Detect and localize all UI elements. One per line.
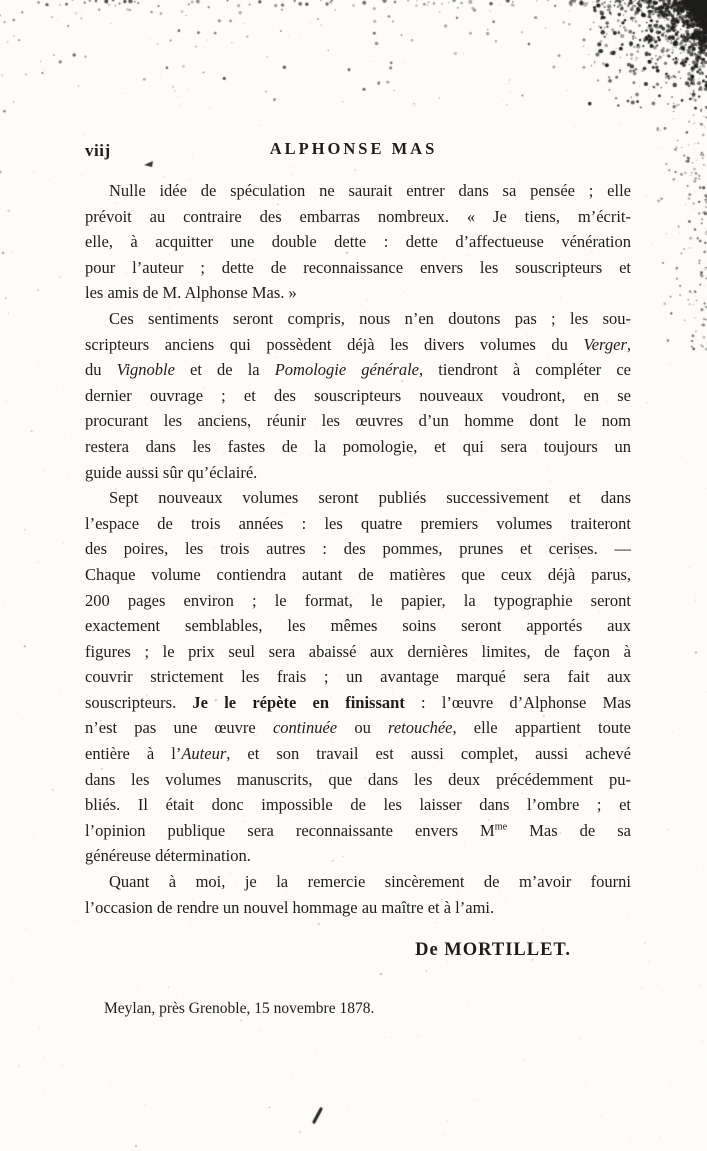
body-line: dernier ouvrage ; et des souscripteurs nouveaux voudront, en se [85,385,631,405]
body-line: procurant les anciens, réunir les œuvres d’un homme dont le nom [85,411,631,431]
body-line: les amis de M. Alphonse Mas. » [85,283,297,303]
dateline: Meylan, près Grenoble, 15 novembre 1878. [104,1000,375,1017]
body-line: elle, à acquitter une double dette : dette d’affectueuse vénération [85,232,631,252]
body-line: souscripteurs. Je le répète en finissant : l’œuvre d’Alphonse Mas [85,692,631,712]
body-line: l’espace de trois années : les quatre premiers volumes traiteront [85,513,631,533]
body-line: des poires, les trois autres : des pommes, prunes et cerises. — [85,539,631,559]
page-number: viij [85,141,111,160]
body-line: exactement semblables, les mêmes soins seront apportés aux [85,616,631,636]
body-line: couvrir strictement les frais ; un avantage marqué sera fait aux [85,667,631,687]
body-text [85,178,631,920]
body-line: Chaque volume contiendra autant de matières que ceux déjà parus, [85,564,631,584]
body-line: 200 pages environ ; le format, le papier, la typographie seront [85,590,631,610]
page-header [0,139,707,159]
paragraph [85,485,631,869]
body-line: figures ; le prix seul sera abaissé aux dernières limites, de façon à [85,641,631,661]
paragraph [85,178,631,306]
body-line: entière à l’Auteur, et son travail est aussi complet, aussi achevé [85,744,631,764]
body-line: Ces sentiments seront compris, nous n’en doutons pas ; les sou- [109,308,631,328]
body-line: généreuse détermination. [85,846,251,866]
body-line: restera dans les fastes de la pomologie, et qui sera toujours un [85,436,631,456]
body-line: pour l’auteur ; dette de reconnaissance envers les souscripteurs et [85,257,631,277]
body-line: Quant à moi, je la remercie sincèrement de m’avoir fourni [109,872,631,892]
body-line: guide aussi sûr qu’éclairé. [85,462,258,482]
body-line: n’est pas une œuvre continuée ou retouchée, elle appartient toute [85,718,631,738]
body-line: scripteurs anciens qui possèdent déjà les divers volumes du Verger, [85,334,631,354]
body-line: dans les volumes manuscrits, que dans les deux précédemment pu- [85,769,631,789]
body-line: l’occasion de rendre un nouvel hommage au maître et à l’ami. [85,897,495,917]
body-line: Sept nouveaux volumes seront publiés successivement et dans [109,488,631,508]
body-line: du Vignoble et de la Pomologie générale, tiendront à compléter ce [85,360,632,380]
paragraph [85,306,631,485]
body-line: Nulle idée de spéculation ne saurait entrer dans sa pensée ; elle [109,181,631,200]
body-line: l’opinion publique sera reconnaissante envers $M^{me}$ Mas de sa [85,820,631,840]
signature: De MORTILLET. [415,940,571,960]
body-line: bliés. Il était donc impossible de les laisser dans l’ombre ; et [85,795,631,815]
running-title: ALPHONSE MAS [269,139,438,158]
body-line: prévoit au contraire des embarras nombreux. « Je tiens, m’écrit- [85,206,631,226]
paragraph [85,869,631,920]
